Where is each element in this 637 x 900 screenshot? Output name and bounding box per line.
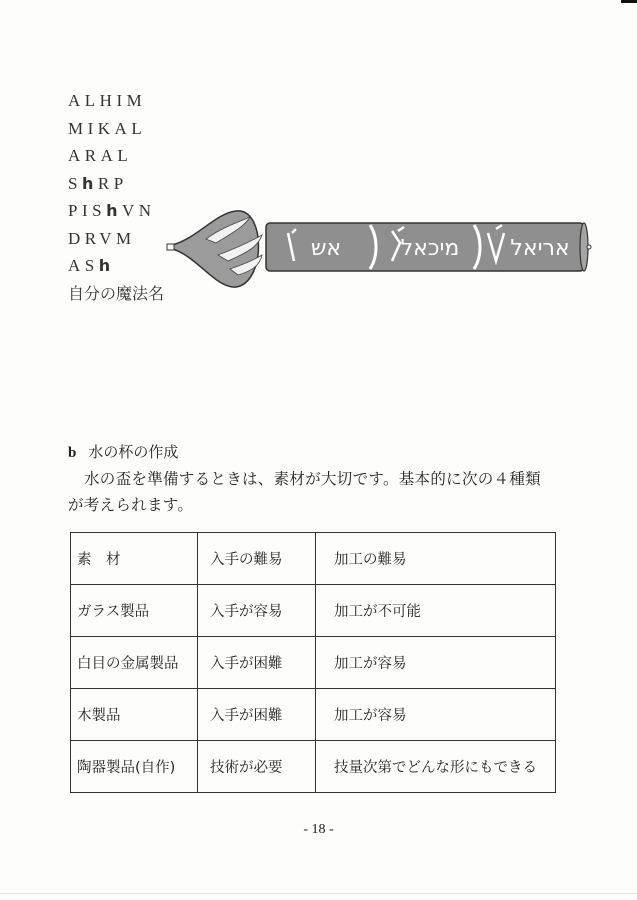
fire-wand-illustration — [166, 203, 592, 293]
name-line-3: ARAL — [68, 146, 133, 165]
table-row — [71, 741, 556, 793]
wand-inscription-1: אש — [310, 236, 342, 261]
magic-name-label: 自分の魔法名 — [68, 283, 165, 303]
name-line-2: MIKAL — [68, 118, 147, 138]
table-cell: 陶器製品(自作) — [71, 741, 198, 793]
paragraph-line-2: が考えられます。 — [68, 496, 194, 514]
section-heading — [68, 441, 178, 462]
table-cell: 技術が必要 — [198, 741, 316, 793]
table-cell: 入手が困難 — [198, 689, 316, 741]
table-cell: 加工が不可能 — [316, 585, 556, 637]
name-line-6: DRVM — [68, 228, 136, 248]
corner-crop-mark — [621, 0, 637, 3]
name-line-5: PIShVN — [68, 201, 156, 220]
table-cell: 入手が困難 — [198, 637, 316, 689]
name-line-7: ASh — [68, 256, 115, 275]
section-letter: b — [68, 445, 77, 461]
name-line-4: ShRP — [68, 173, 128, 193]
table-row — [71, 585, 556, 637]
table-cell: 加工の難易 — [316, 533, 556, 585]
section-title: 水の杯の作成 — [88, 443, 179, 461]
divine-names-list — [68, 87, 164, 307]
table-cell: 素 材 — [71, 533, 198, 585]
name-line-1: ALHIM — [68, 91, 147, 110]
wand-end-knob — [587, 245, 591, 249]
materials-table — [70, 532, 556, 793]
table-row — [71, 689, 556, 741]
table-cell: 入手が容易 — [198, 585, 316, 637]
intro-paragraph — [68, 466, 568, 518]
paragraph-line-1: 水の盃を準備するときは、素材が大切です。基本的に次の４種類 — [84, 470, 541, 488]
table-cell: 入手の難易 — [198, 533, 316, 585]
scan-edge-line — [0, 893, 637, 894]
table-row — [71, 533, 556, 585]
wand-inscription-2: מיכאל — [400, 236, 460, 261]
table-cell: ガラス製品 — [71, 585, 198, 637]
table-row — [71, 637, 556, 689]
table-cell: 加工が容易 — [316, 637, 556, 689]
wand-point-cap — [167, 244, 174, 250]
wand-inscription-3: אריאל — [510, 236, 570, 261]
table-cell: 木製品 — [71, 689, 198, 741]
table-cell: 加工が容易 — [316, 689, 556, 741]
page-number: - 18 - — [303, 822, 334, 837]
table-cell: 技量次第でどんな形にもできる — [316, 741, 556, 793]
table-cell: 白目の金属製品 — [71, 637, 198, 689]
